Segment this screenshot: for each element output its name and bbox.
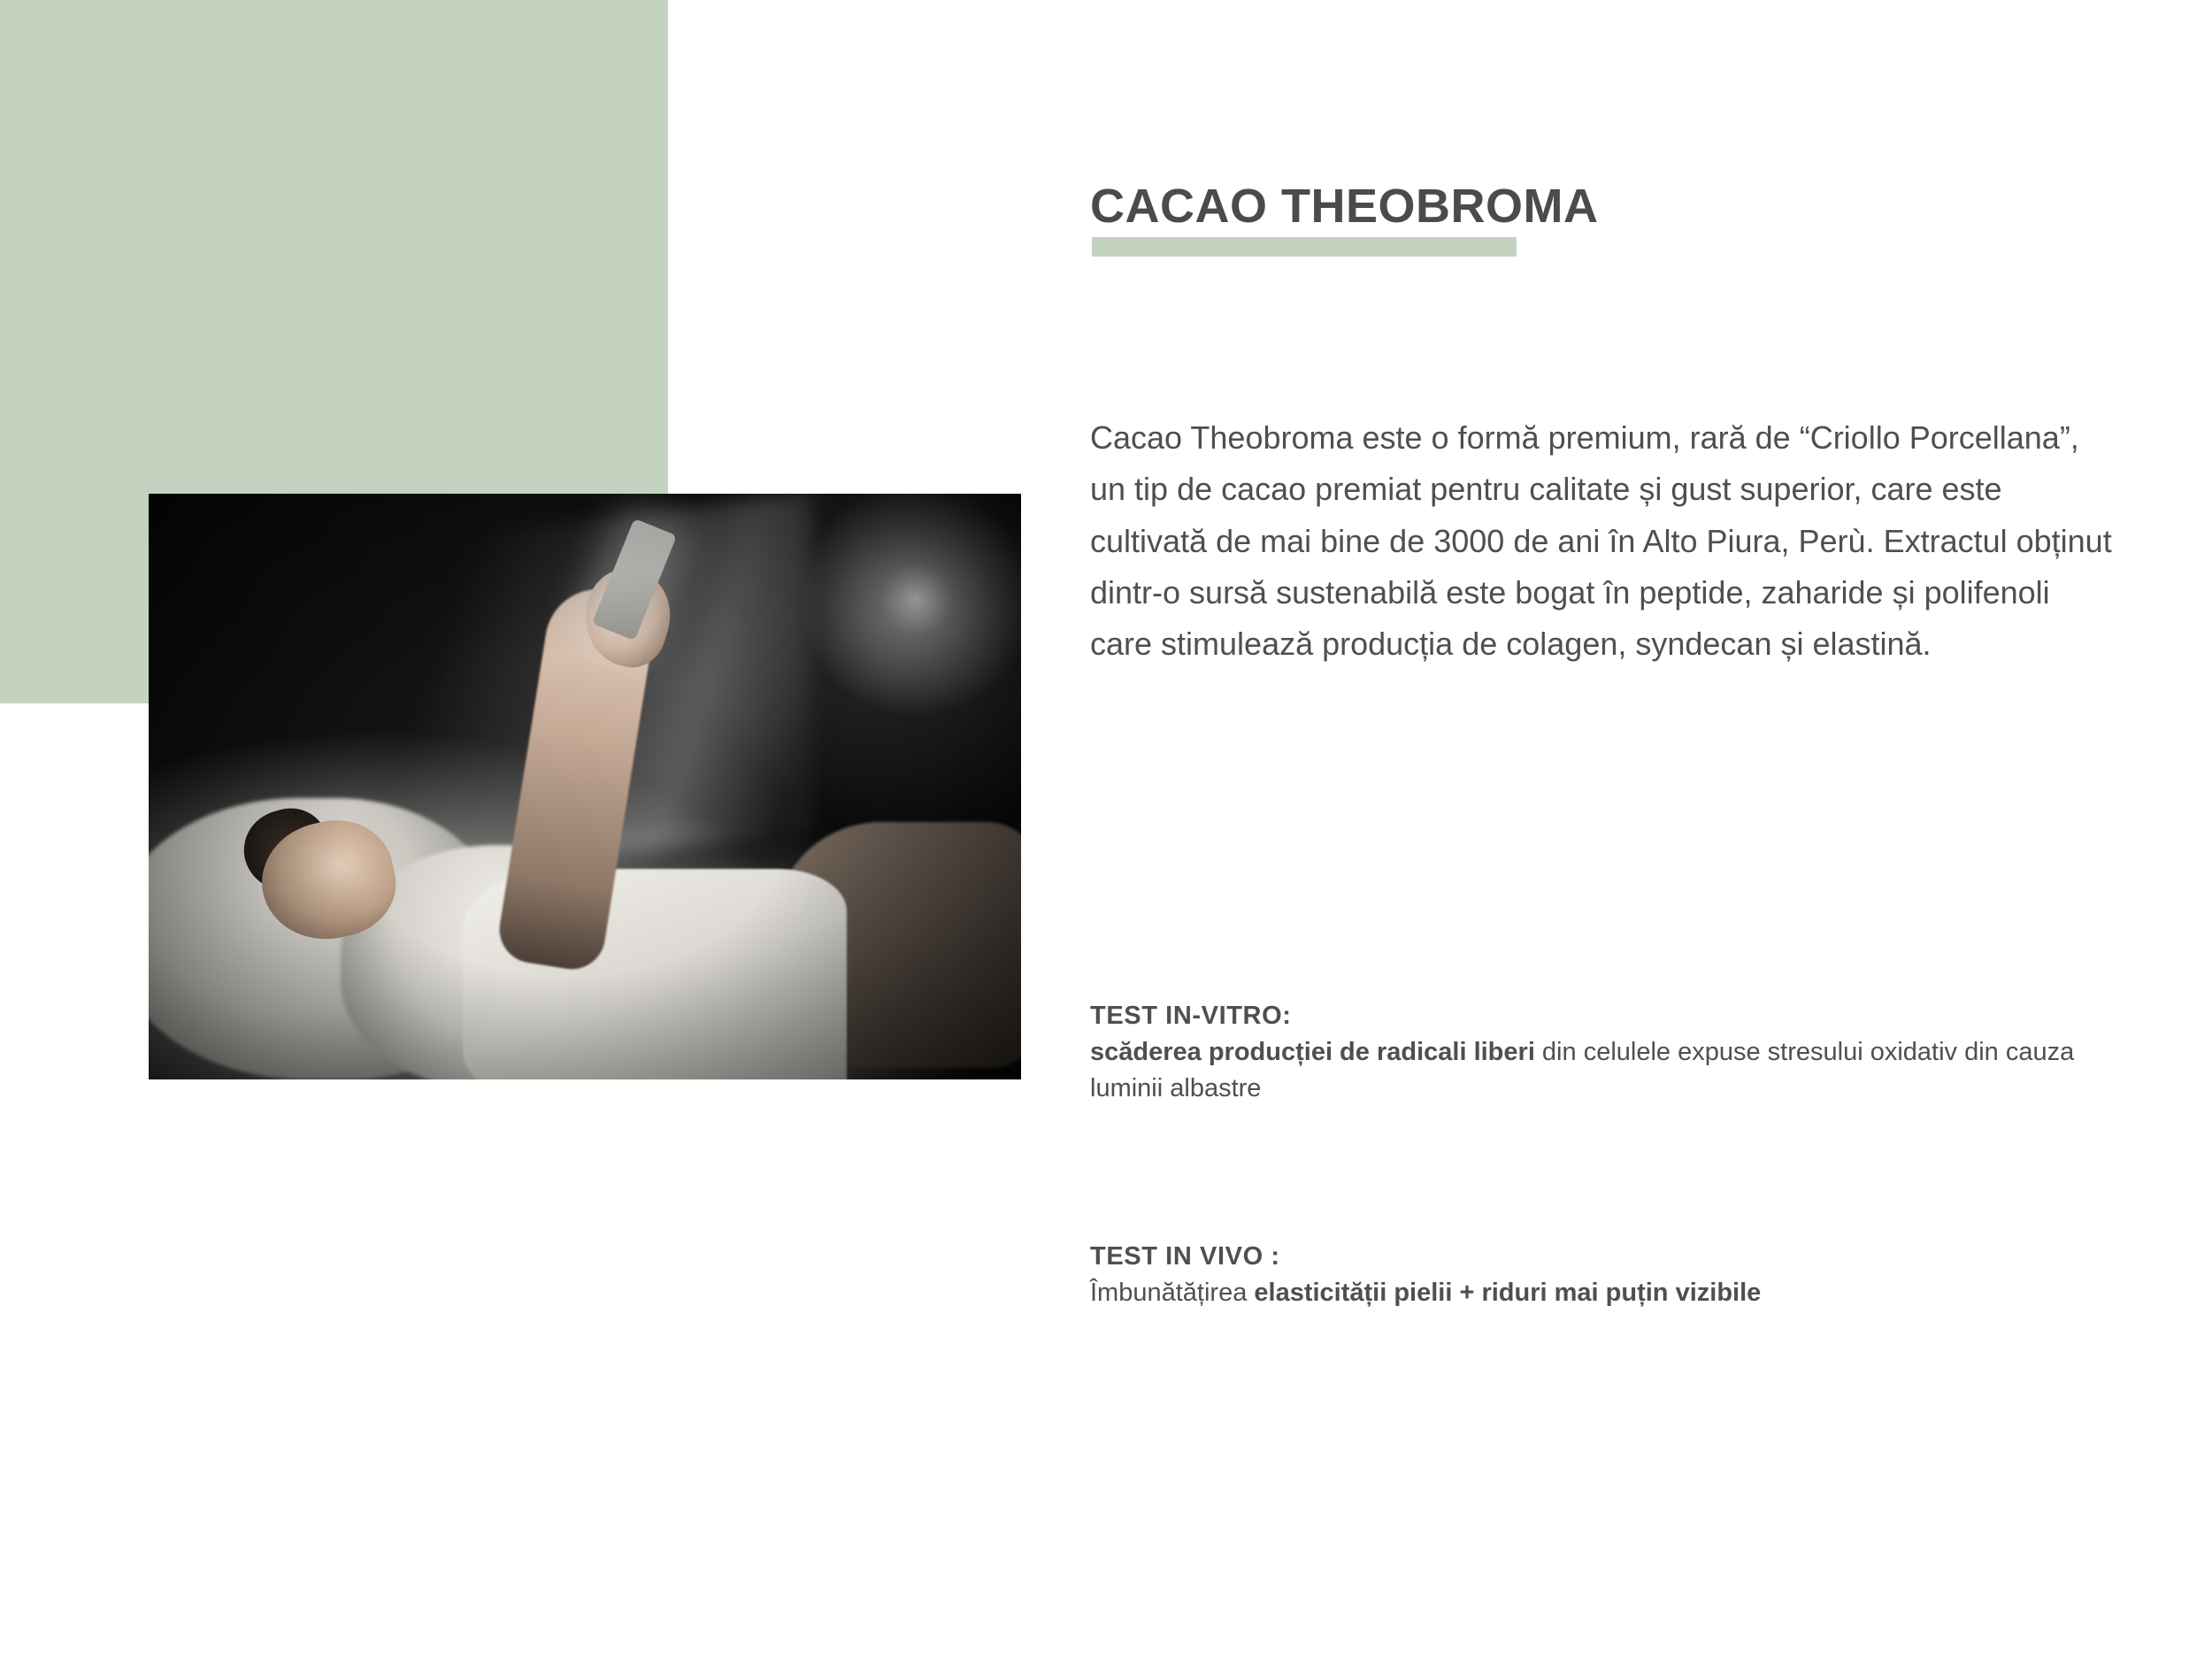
- body-paragraph: Cacao Theobroma este o formă premium, rară de “Criollo Porcellana”, un tip de cacao premiat pentru calitate și gust superior, care este cultivată de mai bine de 3000 de ani în Alto Piura, Perù. Extractul obținut dintr-o sursă sustenabilă este bogat în peptide, zaharide și polifenoli care stimulează producția de colagen, syndecan și elastină.: [1090, 419, 2112, 663]
- title-underline-rule: [1092, 237, 1517, 257]
- page-title: CACAO THEOBROMA: [1090, 180, 1599, 234]
- photo-canvas: [149, 494, 1021, 1079]
- test-in-vivo-block: [1090, 1239, 2090, 1311]
- man-in-bed-with-phone-photo: [149, 494, 1021, 1079]
- test-in-vivo-highlight: elasticității pielii + riduri mai puțin vizibile: [1254, 1279, 1762, 1308]
- content-column: [1090, 0, 2134, 1659]
- test-in-vitro-highlight: scăderea producției de radicali liberi: [1090, 1038, 1535, 1067]
- test-in-vitro-label: TEST IN-VITRO:: [1090, 1002, 1292, 1030]
- test-in-vitro-block: [1090, 998, 2090, 1108]
- test-in-vivo-label: TEST IN VIVO :: [1090, 1242, 1280, 1271]
- test-in-vitro-rest: din celulele expuse stresului oxidativ din cauza luminii albastre: [1090, 1038, 2075, 1103]
- test-in-vivo-prefix: Îmbunătățirea: [1090, 1279, 1255, 1308]
- photo-vignette: [149, 494, 1021, 1079]
